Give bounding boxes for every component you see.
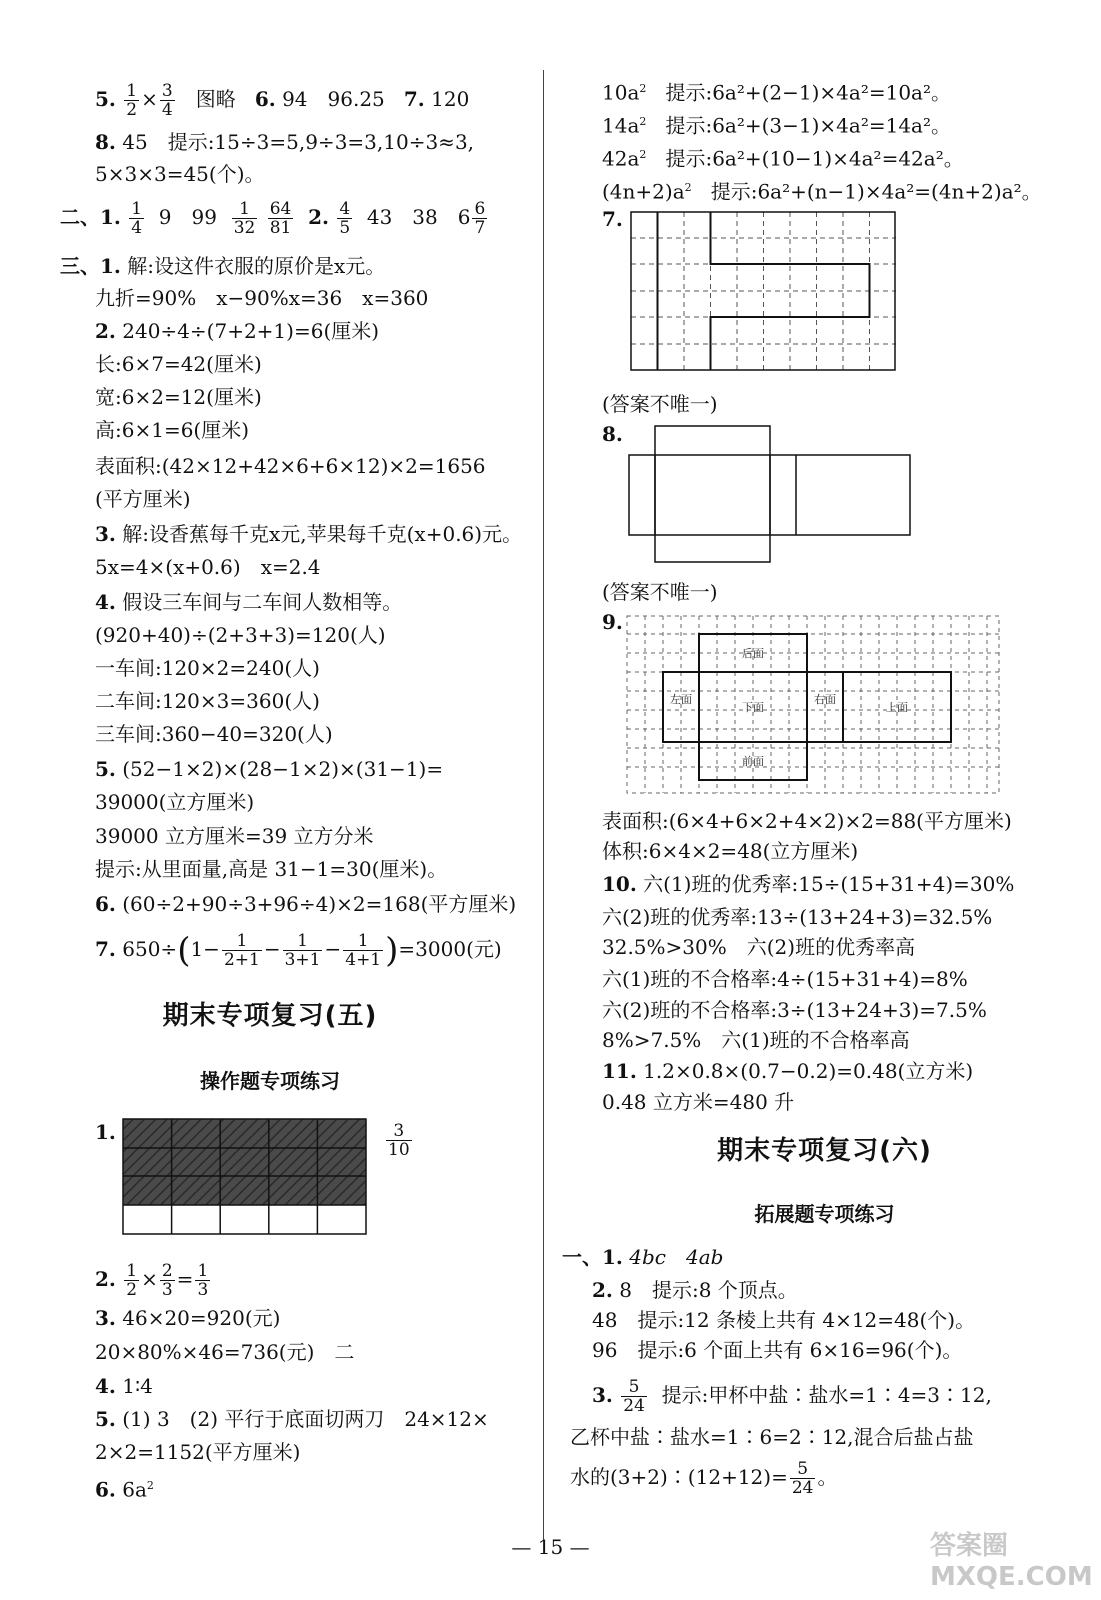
answer-line: (平方厘米) [95, 487, 191, 511]
answer-line: $10a^2$ 提示:6a²+(2−1)×4a²=10a²。 [602, 80, 951, 105]
answer-line: 10. 六(1)班的优秀率:15÷(15+31+4)=30% [602, 872, 1015, 896]
answer-line: 96 提示:6 个面上共有 6×16=96(个)。 [592, 1338, 963, 1362]
answer-line: 二车间:120×3=360(人) [95, 689, 320, 713]
answer-line: 乙杯中盐∶盐水=1∶6=2∶12,混合后盐占盐 [570, 1425, 974, 1449]
answer-line: 6. (60÷2+90÷3+96÷4)×2=168(平方厘米) [95, 892, 517, 916]
answer-line: $14a^2$ 提示:6a²+(3−1)×4a²=14a²。 [602, 113, 951, 138]
answer-line: 二、1. $\frac{1}{4}$ 9 99 $\frac{1}{32}$ $\frac{64}{81}$ 2. $\frac{4}{5}$ 43 38 6 $\frac{6}{7}$ [60, 199, 486, 238]
section-title: 期末专项复习(五) [162, 1001, 378, 1031]
section-subtitle: 操作题专项练习 [200, 1069, 340, 1093]
section-title: 期末专项复习(六) [717, 1136, 932, 1166]
answer-line: 2. $\frac{1}{2}$ × $\frac{2}{3}$ = $\frac{1}{3}$ [95, 1261, 209, 1300]
answer-line: 水的(3+2)∶(12+12)= $\frac{5}{24}$ 。 [570, 1459, 838, 1498]
label-right: 右面 [814, 693, 836, 706]
page-number: — 15 — [511, 1535, 590, 1559]
note: (答案不唯一) [602, 392, 718, 416]
answer-line: 5. $\frac{1}{2}$ × $\frac{3}{4}$ 图略 6. 94 96.25 7. 120 [95, 81, 470, 120]
answer-line: 提示:从里面量,高是 31−1=30(厘米)。 [95, 857, 448, 881]
label-back: 后面 [742, 647, 764, 660]
item-number: 9. [602, 610, 623, 634]
watermark: 答案圈 MXQE.COM [930, 1531, 1093, 1592]
answer-line: 5x=4×(x+0.6) x=2.4 [95, 555, 321, 579]
answer-line: $42a^2$ 提示:6a²+(10−1)×4a²=42a²。 [602, 146, 964, 171]
answer-line: 11. 1.2×0.8×(0.7−0.2)=0.48(立方米) [602, 1059, 974, 1083]
answer-line: 宽:6×2=12(厘米) [95, 385, 262, 409]
answer-line: 体积:6×4×2=48(立方厘米) [602, 839, 859, 863]
shaded-region [123, 1119, 366, 1205]
answer-line: 48 提示:12 条棱上共有 4×12=48(个)。 [592, 1308, 976, 1332]
answer-line: 高:6×1=6(厘米) [95, 418, 250, 442]
answer-line: 六(2)班的不合格率:3÷(13+24+3)=7.5% [602, 998, 987, 1022]
answer-line: (920+40)÷(2+3+3)=120(人) [95, 623, 386, 647]
answer-line: 39000(立方厘米) [95, 790, 255, 814]
shaded-grid-figure [122, 1118, 368, 1236]
item-number: 1. [95, 1120, 116, 1144]
net-figure-8 [628, 425, 912, 565]
net-grid-figure-7 [630, 211, 898, 371]
fraction: $\frac{1}{2}$ [126, 81, 138, 120]
label-top: 上面 [886, 701, 908, 714]
item-number: 8. [602, 422, 623, 446]
section-subtitle: 拓展题专项练习 [754, 1202, 895, 1226]
answer-line: 8. 45 提示:15÷3=5,9÷3=3,10÷3≈3, [95, 130, 475, 154]
answer-line: 3. 解:设香蕉每千克x元,苹果每千克(x+0.6)元。 [95, 522, 523, 546]
fraction: $\frac{3}{4}$ [161, 81, 173, 120]
answer-line: 六(1)班的不合格率:4÷(15+31+4)=8% [602, 967, 968, 991]
answer-line: 表面积:(42×12+42×6+6×12)×2=1656 [95, 454, 486, 478]
answer-line: 5. (52−1×2)×(28−1×2)×(31−1)= [95, 757, 444, 781]
answer-line: 六(2)班的优秀率:13÷(13+24+3)=32.5% [602, 905, 993, 929]
answer-line: 三车间:360−40=320(人) [95, 722, 333, 746]
answer-line: 4. 1∶4 [95, 1374, 153, 1398]
answer-line: 3. $\frac{5}{24}$ 提示:甲杯中盐∶盐水=1∶4=3∶12, [592, 1377, 992, 1416]
answer-line: 2×2=1152(平方厘米) [95, 1440, 301, 1464]
answer-line: 表面积:(6×4+6×2+4×2)×2=88(平方厘米) [602, 809, 1012, 833]
answer-line: 3. 46×20=920(元) [95, 1306, 281, 1330]
answer-line: 2. 240÷4÷(7+2+1)=6(厘米) [95, 319, 380, 343]
answer-line: 4. 假设三车间与二车间人数相等。 [95, 590, 403, 614]
answer-line: 32.5%>30% 六(2)班的优秀率高 [602, 935, 916, 959]
answer-line: 5. (1) 3 (2) 平行于底面切两刀 24×12× [95, 1407, 489, 1431]
answer-line: $(4n+2)a^2$ 提示:6a²+(n−1)×4a²=(4n+2)a²。 [602, 179, 1042, 204]
answer-line: 5×3×3=45(个)。 [95, 162, 265, 186]
label-left: 左面 [670, 693, 692, 706]
answer-line: 一车间:120×2=240(人) [95, 656, 320, 680]
answer-line: 7. 650÷(1− $\frac{1}{2+1}$ − $\frac{1}{3+1}$ − $\frac{1}{4+1}$ )=3000(元) [95, 930, 502, 971]
answer-fraction: $\frac{3}{10}$ [388, 1121, 410, 1160]
item-number: 7. [602, 207, 623, 231]
cuboid-net-figure-9 [626, 615, 1001, 795]
answer-line: 0.48 立方米=480 升 [602, 1090, 795, 1114]
label-front: 前面 [742, 755, 764, 768]
answer-line: 39000 立方厘米=39 立方分米 [95, 824, 374, 848]
answer-line: 6. $6a^2$ [95, 1477, 154, 1502]
answer-line: 长:6×7=42(厘米) [95, 352, 262, 376]
label-bottom: 下面 [742, 701, 764, 714]
answer-line: 8%>7.5% 六(1)班的不合格率高 [602, 1028, 910, 1052]
answer-line: 2. 8 提示:8 个顶点。 [592, 1278, 798, 1302]
answer-line: 20×80%×46=736(元) 二 [95, 1340, 355, 1364]
item-number: 5. [95, 87, 116, 111]
answer-line: 三、1. 解:设这件衣服的原价是x元。 [60, 254, 386, 278]
column-divider [543, 70, 544, 1540]
answer-line: 一、1. 4bc 4ab [562, 1245, 724, 1269]
answer-line: 九折=90% x−90%x=36 x=360 [95, 286, 429, 310]
note: (答案不唯一) [602, 580, 718, 604]
